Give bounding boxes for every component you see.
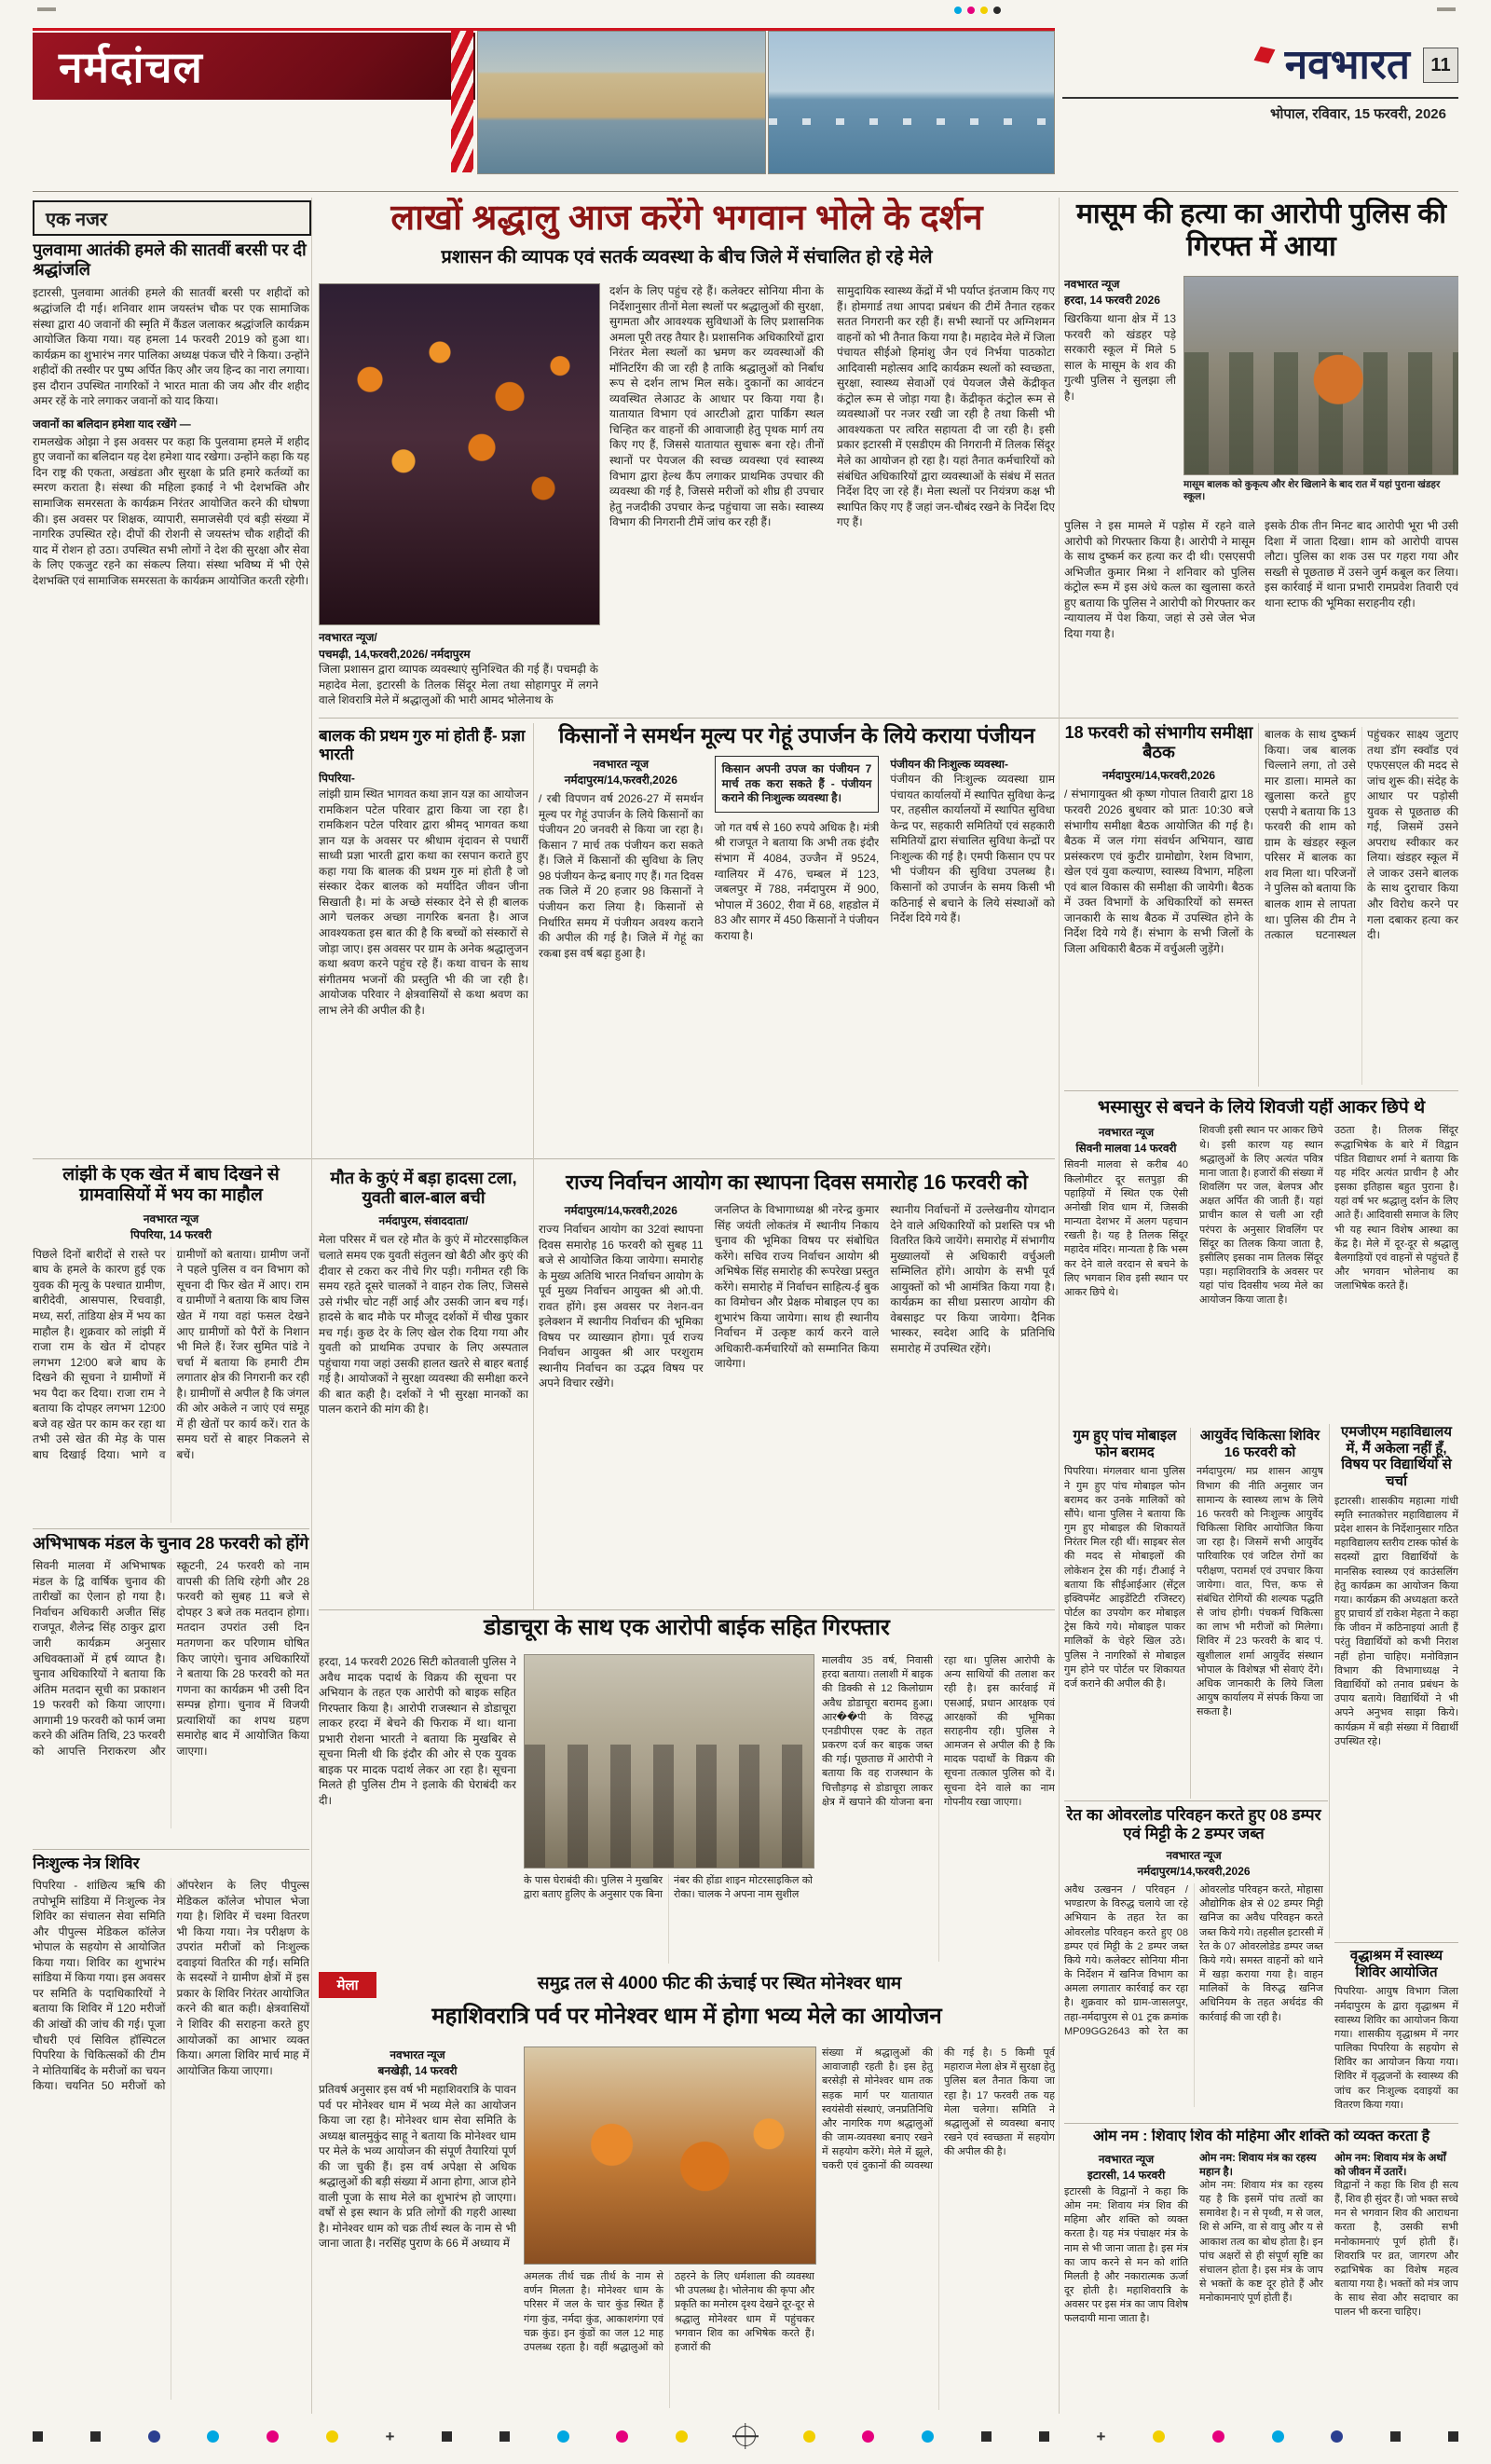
kisan-body2: जो गत वर्ष से 160 रुपये अधिक है। मंत्री श्री राजपूत ने बताया कि अभी तक इंदौर संभाग में 4084, उज्जैन में 9524, ग्वालियर में 476, चम्बल में 123, जबलपुर में 788, नर्मदापुरम में 900, भोपाल में 3602, रीवा में 68, शहडोल में 83 और सागर में 450 किसानों ने पंजीयन कराया है। <box>714 820 880 942</box>
registration-dot-yellow <box>1153 2430 1165 2443</box>
bhasmasur-byline-place: सिवनी मालवा 14 फरवरी <box>1075 1142 1177 1156</box>
registration-dot-yellow <box>326 2430 338 2443</box>
registration-dot-blue <box>148 2430 160 2443</box>
brand-flag-icon <box>1253 47 1275 63</box>
lead-headline: लाखों श्रद्धालु आज करेंगे भगवान भोले के दर्शन <box>390 198 983 238</box>
omnam-byline-agency: नवभारत न्यूज <box>1098 2152 1155 2166</box>
registration-dot-yellow <box>803 2430 815 2443</box>
header-divider <box>33 191 1458 192</box>
registration-dot-cyan <box>557 2430 569 2443</box>
article-mobile <box>1064 1428 1185 1799</box>
row-divider <box>1064 1800 1328 1801</box>
masum-lede <box>1064 276 1176 511</box>
ayurved-body: नर्मदापुरम/ मप्र शासन आयुष विभाग की नीति अनुसार जन सामान्य के स्वास्थ्य लाभ के लिये 16 फरवरी को निःशुल्क आयुर्वेद चिकित्सा शिविर आयोजित किया जा रहा है। जिसमें सभी आयुर्वेद पारिवारिक एवं जटिल रोगों का परीक्षण, परामर्श एवं उपचार किया जायेगा। वात, पित्त, कफ से संबंधित रोगियों की शल्यक पद्धति से जांच होगी। पंचकर्म चिकित्सा का लाभ भी मरीजों को मिलेगा। शिविर में 23 फरवरी के बाद पं. खुशीलाल शर्मा आयुर्वेद संस्थान भोपाल के विशेषज्ञ भी सेवाएं देंगे। अधिक जानकारी के लिये जिला आयुष कार्यालय में संपर्क किया जा सकता है। <box>1197 1466 1323 1718</box>
pragya-headline: बालक की प्रथम गुरु मां होती हैं- प्रज्ञा भारती <box>319 727 526 764</box>
maut-body: मेला परिसर में चल रहे मौत के कुएं में मोटरसाइकिल चलाते समय एक युवती संतुलन खो बैठी और कुएं की दीवार से टकरा कर नीचे गिर पड़ी। गनीमत रही कि समय रहते दूसरे चालकों ने वाहन रोक लिए, जिससे उसे गंभीर चोट नहीं आई और उसकी जान बच गई। हादसे के बाद मौके पर मौजूद दर्शकों में चीख पुकार मच गई। कुछ देर के लिए खेल रोक दिया गया और युवती को प्राथमिक उपचार के लिए अस्पताल पहुंचाया गया जहां उसकी हालत खतरे से बाहर बताई गई है। आयोजकों ने सुरक्षा व्यवस्था की समीक्षा करने की बात कही है। दर्शकों ने भी सुरक्षा मानकों का पालन कराने की मांग की है। <box>319 1233 528 1417</box>
masum-headline: मासूम की हत्या का आरोपी पुलिस की गिरफ्त में आया <box>1075 198 1447 263</box>
registration-square <box>442 2431 452 2442</box>
lead-body1: जिला प्रशासन द्वारा व्यापक व्यवस्थाएं सुनिश्चित की गई हैं। पचमढ़ी के महादेव मेला, इटारसी के तिलक सिंदूर मेला तथा सोहागपुर में लगने वाले शिवरात्रि मेले में श्रद्धालुओं की भारी आमद भोलेनाथ के <box>319 663 598 707</box>
dodachura-headline: डोडाचूरा के साथ एक आरोपी बाईक सहित गिरफ्तार <box>484 1615 890 1640</box>
eknazar-label: एक नजर <box>46 209 108 230</box>
lead-photo <box>319 283 600 625</box>
registration-dot-cyan <box>954 7 962 14</box>
article-vruddha <box>1334 1948 1458 2121</box>
omnam-sub2: ओम नम: शिवाय मंत्र का रहस्य महान है। <box>1199 2152 1317 2178</box>
vruddha-body: पिपरिया- आयुष विभाग जिला नर्मदापुरम के द्वारा वृद्धाश्रम में स्वास्थ्य शिविर का आयोजन किया गया। शासकीय वृद्धाश्रम में नगर पालिका पिपरिया के सहयोग से शिविर का आयोजन किया गया। शिविर में वृद्धजनों के स्वास्थ्य की जांच कर निःशुल्क दवाइयों का वितरण किया गया। <box>1334 1986 1458 2111</box>
omnam-byline-place: इटारसी, 14 फरवरी <box>1087 2168 1166 2182</box>
article-dodachura <box>319 1615 1055 1966</box>
row-divider <box>1334 1942 1458 1943</box>
nirvachan-col1 <box>539 1202 704 1575</box>
masum-byline-place: हरदा, 14 फरवरी 2026 <box>1064 294 1160 307</box>
brand-rule <box>1062 97 1458 99</box>
brand-logo: नवभारत <box>1284 42 1410 88</box>
article-pragya <box>319 727 528 1156</box>
article-abhibhashak <box>33 1534 309 1845</box>
brand-row <box>1072 39 1458 91</box>
kisan-inset-box: किसान अपनी उपज का पंजीयन 7 मार्च तक करा सकते हैं - पंजीयन कराने की निःशुल्क व्यवस्था है। <box>715 756 880 813</box>
pulwama-headline: पुलवामा आतंकी हमले की सातवीं बरसी पर दी श्रद्धांजलि <box>33 240 307 280</box>
moneshwar-lede <box>319 2046 516 2410</box>
kisan-byline-agency: नवभारत न्यूज <box>593 758 650 772</box>
dodachura-body3: मालवीय 35 वर्ष, निवासी हरदा बताया। तलाशी में बाइक की डिक्की से 12 किलोग्राम अवैध डोडाचूरा बरामद हुआ। आर��पी के विरुद्ध एनडीपीएस एक्ट के तहत प्रकरण दर्ज कर बाइक जब्त की गई। पूछताछ में आरोपी ने बताया कि वह राजस्थान के चित्तौड़गढ़ से डोडाचूरा लाकर क्षेत्र में खपाने की योजना बना रहा था। पुलिस आरोपी के अन्य साथियों की तलाश कर रही है। इस कार्रवाई में एसआई, प्रधान आरक्षक एवं आरक्षकों की भूमिका सराहनीय रही। पुलिस ने आमजन से अपील की है कि मादक पदार्थों के विक्रय की सूचना तत्काल पुलिस को दें। सूचना देने वाले का नाम गोपनीय रखा जाएगा। <box>822 1655 1055 1808</box>
row-divider <box>1064 1090 1458 1091</box>
tiger-byline-place: पिपरिया, 14 फरवरी <box>130 1227 212 1241</box>
vruddha-headline: वृद्धाश्रम में स्वास्थ्य शिविर आयोजित <box>1349 1948 1443 1980</box>
kisan-byline-place: नर्मदापुरम/14,फरवरी,2026 <box>564 773 677 787</box>
bhasmasur-headline: भस्मासुर से बचने के लिये शिवजी यहीं आकर छिपे थे <box>1097 1098 1426 1117</box>
section-eknazar <box>33 200 311 236</box>
ret-byline-place: नर्मदापुरम/14,फरवरी,2026 <box>1137 1865 1251 1879</box>
article-tiger <box>33 1165 309 1523</box>
pulwama-subhead: जवानों का बलिदान हमेशा याद रखेंगे — <box>33 417 191 431</box>
article-ayurved <box>1197 1428 1323 1799</box>
moneshwar-body2: अमलक तीर्थ चक्र तीर्थ के नाम से वर्णन मिलता है। मोनेश्वर धाम के परिसर में जल के चार कुंड स्थित हैं गंगा कुंड, नर्मदा कुंड, आकाशगंगा एवं चक्र कुंड। इन कुंडों का जल 12 माह उपलब्ध रहता है। वहीं श्रद्धालुओं को ठहरने के लिए धर्मशाला की व्यवस्था भी उपलब्ध है। भोलेनाथ की कृपा और प्रकृति का मनोरम दृश्य देखने दूर-दूर से श्रद्धालु मोनेश्वर धाम में पहुंचकर भगवान शिव का अभिषेक करते हैं। हजारों की <box>524 2271 814 2353</box>
nirvachan-byline: नर्मदापुरम/14,फरवरी,2026 <box>564 1203 677 1217</box>
omnam-body3: विद्वानों ने कहा कि शिव ही सत्य हैं, शिव ही सुंदर हैं। जो भक्त सच्चे मन से भगवान शिव की आराधना करता है, उसकी सभी मनोकामनाएं पूर्ण होती हैं। शिवरात्रि पर व्रत, जागरण और रुद्राभिषेक का विशेष महत्व बताया गया है। भक्तों को मंत्र जाप के साथ सेवा और सदाचार का पालन भी करना चाहिए। <box>1334 2179 1458 2319</box>
column-divider <box>1059 198 1060 2414</box>
page-dateline: भोपाल, रविवार, 15 फरवरी, 2026 <box>1269 106 1446 122</box>
column-divider <box>533 723 534 1609</box>
pragya-body: लांझी ग्राम स्थित भागवत कथा ज्ञान यज्ञ का आयोजन रामकिशन पटेल परिवार द्वारा किया जा रहा है। रामकिशन पटेल परिवार द्वारा श्रीमद् भागवत कथा ज्ञान यज्ञ के अवसर पर श्रीधाम वृंदावन से पधारीं साध्वी प्रज्ञा भारती द्वारा कथा का रसपान कराते हुए कहा गया कि बालक की प्रथम गुरु मां होती है जो संस्कार देकर बालक को मर्यादित जीवन जीना सिखाती है। मां के अच्छे संस्कार देने से ही बालक आगे चलकर अच्छा नागरिक बनता है। आज आवश्यकता इस बात की है कि बच्चों को संस्कारों से जोड़ा जाए। इस अवसर पर ग्राम के अनेक श्रद्धालुजन कथा श्रवण करने पहुंच रहे हैं। कथा वाचन के साथ संगीतमय भजनों की प्रस्तुति भी की जा रही है। आयोजक परिवार ने क्षेत्रवासियों से कथा श्रवण का लाभ लेने की अपील की है। <box>319 787 528 1017</box>
bhasmasur-byline-agency: नवभारत न्यूज <box>1098 1126 1155 1140</box>
mobile-headline: गुम हुए पांच मोबाइल फोन बरामद <box>1073 1428 1177 1460</box>
ret-headline: रेत का ओवरलोड परिवहन करते हुए 08 डम्पर एवं मिट्टी के 2 डम्पर जब्त <box>1066 1806 1321 1843</box>
tiger-headline: लांझी के एक खेत में बाघ दिखने से ग्रामवासियों में भय का माहौल <box>62 1165 280 1206</box>
article-netra <box>33 1855 309 2412</box>
section-mela <box>319 1972 376 1998</box>
registration-dot-magenta <box>1212 2430 1224 2443</box>
column-divider <box>1190 1428 1191 1799</box>
registration-square <box>1039 2431 1049 2442</box>
abhibhashak-headline: अभिभाषक मंडल के चुनाव 28 फरवरी को होंगे <box>33 1534 309 1553</box>
netra-body: पिपरिया - शांछित्य ऋषि की तपोभूमि सांडिया में निःशुल्क नेत्र शिविर का संचालन सेवा समिति और पीपुल्स मेडिकल कॉलेज भोपाल के सहयोग से आयोजित किया गया। शिविर का शुभारंभ सांडिया में किया गया। इस अवसर पर समिति के पदाधिकारियों ने बताया कि शिविर में 120 मरीजों की आंखों की जांच की गई। पूजा चौधरी एवं सिविल हॉस्पिटल पिपरिया के चिकित्सकों की टीम ने मोतियाबिंद के मरीजों का चयन किया। चयनित 50 मरीजों को ऑपरेशन के लिए पीपुल्स मेडिकल कॉलेज भोपाल भेजा गया है। शिविर में चश्मा वितरण भी किया गया। नेत्र परीक्षण के उपरांत मरीजों को निःशुल्क दवाइयां वितरित की गईं। समिति के सदस्यों ने ग्रामीण क्षेत्रों में इस प्रकार के शिविर निरंतर आयोजित करने की बात कही। क्षेत्रवासियों ने शिविर की सराहना करते हुए आयोजकों का आभार व्यक्त किया। अगला शिविर मार्च माह में आयोजित किया जाएगा। <box>33 1879 309 2093</box>
omnam-body2: ओम नम: शिवाय मंत्र का रहस्य यह है कि इसमें पांच तत्वों का समावेश है। न से पृथ्वी, म से जल, शि से अग्नि, वा से वायु और य से आकाश तत्व का बोध होता है। इन पांच अक्षरों से ही संपूर्ण सृष्टि का संचालन होता है। इस मंत्र के जाप से भक्तों के कष्ट दूर होते हैं और मनोकामनाएं पूर्ण होती हैं। <box>1199 2179 1323 2305</box>
pragya-byline: पिपरिया- <box>319 772 355 786</box>
moneshwar-banner: समुद्र तल से 4000 फीट की ऊंचाई पर स्थित मोनेश्वर धाम <box>537 1974 902 1993</box>
column-divider <box>311 198 312 2414</box>
article-omnam <box>1064 2129 1458 2412</box>
nirvachan-headline: राज्य निर्वाचन आयोग का स्थापना दिवस समारोह 16 फरवरी को <box>566 1170 1028 1194</box>
registration-crosshair <box>735 2426 756 2446</box>
registration-plus: + <box>1096 2427 1106 2445</box>
registration-plus: + <box>385 2427 395 2445</box>
registration-square <box>33 2431 43 2442</box>
registration-strip <box>33 2425 1458 2447</box>
tiger-body: पिछले दिनों बारीदों से रास्ते पर बाघ के हमले के कारण हुई एक युवक की मृत्यु के पश्चात ग्रामीण, बारीदेवी, आसपास, रिचवाड़ी, मध्य, सर्रा, तांडिया क्षेत्र में भय का माहौल है। शुक्रवार को लांझी में राजा राम के खेत में दोपहर लगभग 12ः00 बजे बाघ के दिखने की सूचना ने ग्रामीणों में भय पैदा कर दिया। राजा राम ने बताया कि दोपहर लगभग 12ः00 बजे वह खेत पर काम कर रहा था तभी उसे खेत की मेड़ के पास बाघ दिखाई दिया। भागे व ग्रामीणों को बताया। ग्रामीण जनों ने पहले पुलिस व वन विभाग को सूचना दी फिर खेत में आए। राम व ग्रामीणों ने बताया कि बाघ जिस खेत में गया वहां फसल देखने आए ग्रामीणों को पैरों के निशान भी मिले हैं। रेंजर सुमित पांडे ने चर्चा में बताया कि हमारी टीम लगातार क्षेत्र की निगरानी कर रही है। ग्रामीणों से अपील है कि जंगल की ओर अकेले न जाएं एवं समूह में ही खेतों पर कार्य करें। रात के समय घरों से बाहर निकलने से बचें। <box>33 1247 309 1461</box>
registration-square <box>1448 2431 1458 2442</box>
masum-body-continued: बालक के साथ दुष्कर्म किया। जब बालक चिल्लाने लगा, तो उसे मार डाला। मामले का खुलासा करते हुए एसपी ने बताया कि 13 फरवरी की शाम को ग्राम के खंडहर स्कूल परिसर में बालक का शव मिला था। परिजनों ने पुलिस को बताया कि बालक शाम से लापता था। पुलिस की टीम ने तत्काल घटनास्थल पहुंचकर साक्ष्य जुटाए तथा डॉग स्क्वॉड एवं एफएसएल की मदद से जांच शुरू की। संदेह के आधार पर पड़ोसी युवक से पूछताछ की गई, जिसमें उसने अपराध स्वीकार कर लिया। खंडहर स्कूल में ले जाकर उसने बालक के साथ दुराचार किया और विरोध करने पर गला दबाकर हत्या कर दी। <box>1265 728 1458 942</box>
pulwama-body2: रामलखेक ओझा ने इस अवसर पर कहा कि पुलवामा हमले में शहीद हुए जवानों का बलिदान यह देश हमेशा याद रखेगा। उन्होंने कहा कि यह दिन राष्ट्र की एकता, अखंडता और सुरक्षा के प्रति हमारे कर्तव्यों का स्मरण कराता है। संस्था की महिला इकाई ने भी देशभक्ति और सामाजिक समरसता के कार्यक्रम निरंतर आयोजित करने की घोषणा की। इस अवसर पर शिक्षक, व्यापारी, समाजसेवी एवं बड़ी संख्या में नागरिक उपस्थित रहे। दीपों की रोशनी से जयस्तंभ चौक शहीदों की याद में रोशन हो उठा। उपस्थित सभी लोगों ने देश की सुरक्षा और सेवा के लिए एकजुट रहने का संकल्प लिया। संस्था भविष्य में भी ऐसे देशभक्ति एवं सामाजिक समरसता के कार्यक्रम आयोजित करती रहेगी। <box>33 434 309 587</box>
header-photo-ghat <box>477 31 766 174</box>
masthead-title: नर्मदांचल <box>59 43 203 91</box>
article-maut <box>319 1169 528 1608</box>
kisan-col3-head: पंजीयन की निःशुल्क व्यवस्था- <box>890 758 1009 772</box>
registration-square <box>1390 2431 1401 2442</box>
lead-body2: दर्शन के लिए पहुंच रहे हैं। कलेक्टर सोनिया मीना के निर्देशानुसार तीनों मेला स्थलों पर श्रद्धालुओं की सुरक्षा, सुगमता और आवश्यक सुविधाओं के लिए प्रशासनिक अमला पूरी तरह तैयार है। प्रशासनिक अधिकारियों द्वारा निरंतर मेला स्थलों का भ्रमण कर व्यवस्थाओं की मॉनिटरिंग की जा रही है ताकि श्रद्धालुओं को निर्बाध रूप से दर्शन लाभ मिल सके। दुकानों का आवंटन व्यवस्थित लेआउट के आधार पर किया गया है। यातायात विभाग एवं आरटीओ द्वारा पार्किंग स्थल चिन्हित कर वाहनों की आवाजाही हेतु पृथक मार्ग तय किए गए हैं, जिससे यातायात सुचारू बना रहे। तीनों स्थानों पर पेयजल की स्वच्छ व्यवस्था एवं स्वास्थ्य विभाग द्वारा हेल्थ कैंप लगाकर प्राथमिक उपचार की व्यवस्था की गई है, जिससे मरीजों को शीघ्र ही उपचार हेतु नजदीकी उपचार केन्द्र पहुंचाया जा सके। स्वास्थ्य विभाग की निगरानी टीमें जांच कर रही हैं। <box>609 284 824 529</box>
moneshwar-headline: महाशिवरात्रि पर्व पर मोनेश्वर धाम में होगा भव्य मेले का आयोजन <box>431 2004 942 2029</box>
dodachura-body1: हरदा, 14 फरवरी 2026 सिटी कोतवाली पुलिस ने अवैध मादक पदार्थ के विक्रय की सूचना पर अभियान के तहत एक आरोपी को बाइक सहित गिरफ्तार किया है। आरोपी राजस्थान से डोडाचूरा लाकर हरदा में बेचने की फिराक में था। थाना प्रभारी रोशना भारती ने बताया कि मुखबिर से सूचना मिली थी कि इंदौर की ओर से एक युवक बाइक पर मादक पदार्थ लेकर आ रहा है। सूचना मिलते ही पुलिस टीम ने इलाके की घेराबंदी कर दी। <box>319 1655 516 1807</box>
registration-dot-yellow <box>980 7 988 14</box>
bhasmasur-col1 <box>1064 1124 1188 1403</box>
column-divider <box>1258 723 1259 1087</box>
article-ret <box>1064 1806 1323 2121</box>
registration-square <box>90 2431 101 2442</box>
masum-photo-caption: मासूम बालक को कुकृत्य और शेर खिलाने के बाद रात में यहां पुराना खंडहर स्कूल। <box>1183 479 1441 503</box>
kisan-headline: किसानों ने समर्थन मूल्य पर गेहूं उपार्जन के लिये कराया पंजीयन <box>558 723 1035 747</box>
nirvachan-body1: राज्य निर्वाचन आयोग का 32वां स्थापना दिवस समारोह 16 फरवरी को सुबह 11 बजे से आयोजित किया जायेगा। समारोह के मुख्य अतिथि भारत निर्वाचन आयोग के पूर्व मुख्य निर्वाचन आयुक्त श्री ओ.पी. रावत होंगे। इस अवसर पर नेशन-वन इलेक्शन में स्थानीय निर्वाचन की भूमिका विषय पर व्याख्यान होगा। पूर्व राज्य निर्वाचन आयुक्त श्री आर परशुराम स्थानीय निर्वाचन का उद्भव विषय पर अपने विचार रखेंगे। <box>539 1222 704 1390</box>
nirvachan-body2: जनलिप्त के विभागाध्यक्ष श्री नरेन्द्र कुमार सिंह जयंती लोकतंत्र में स्थानीय निकाय चुनाव की भूमिका विषय पर संबोधित करेंगे। सचिव राज्य निर्वाचन आयोग श्री अभिषेक सिंह समारोह की रूपरेखा प्रस्तुत करेंगे। समारोह में निर्वाचन साहित्य-ई बुक का विमोचन और प्रेक्षक मोबाइल एप का शुभारंभ किया जायेगा। साथ ही स्थानीय निर्वाचन में उत्कृष्ट कार्य करने वाले अधिकारी-कर्मचारियों को सम्मानित किया जायेगा। <box>714 1202 880 1371</box>
pulwama-body1: इटारसी, पुलवामा आतंकी हमले की सातवीं बरसी पर शहीदों को श्रद्धांजलि दी गई। शनिवार शाम जयस्तंभ चौक पर एक सामाजिक संस्था द्वारा 40 जवानों की स्मृति में कैंडल जलाकर श्रद्धांजलि कार्यक्रम आयोजित किया गया। यह हमला 14 फरवरी 2019 को हुआ था। कार्यक्रम का शुभारंभ नगर पालिका अध्यक्ष पंकज चौरे ने किया। उन्होंने शहीदों की तस्वीर पर पुष्प अर्पित किए और जय हिन्द का नारा लगाया। इस दौरान उपस्थित नागरिकों ने भारत माता की जय और वीर शहीद अमर रहें के नारे लगाकर जवानों को याद किया। <box>33 286 309 408</box>
row-divider <box>33 1528 309 1529</box>
page-number-box: 11 <box>1423 48 1458 83</box>
sambhagiya-body: / संभागायुक्त श्री कृष्ण गोपाल तिवारी द्वारा 18 फरवरी 2026 बुधवार को प्रातः 10:30 बजे संभागीय समीक्षा बैठक आयोजित की गई है। बैठक में जल गंगा संवर्धन अभियान, खाद्य प्रसंस्करण एवं कुटीर ग्रामोद्योग, रेशम विभाग, खेल एवं युवा कल्याण, स्वास्थ्य विभाग, महिला एवं बाल विकास की समीक्षा की जायेगी। बैठक में उक्त विभागों के अधिकारियों को समस्त जानकारी के साथ बैठक में उपस्थित होने के निर्देश दिये गये हैं। संभाग के सभी जिलों के जिला अधिकारी बैठक में वर्चुअली जुड़ेंगे। <box>1064 787 1253 955</box>
registration-dot-yellow <box>676 2430 688 2443</box>
mgm-headline: एमजीएम महाविद्यालय में, मैं अकेला नहीं हूँ, विषय पर विद्यार्थियों से चर्चा <box>1341 1424 1452 1490</box>
article-masum <box>1064 198 1458 716</box>
registration-dot-cyan <box>922 2430 934 2443</box>
mgm-body: इटारसी। शासकीय महात्मा गांधी स्मृति स्नातकोत्तर महाविद्यालय में प्रदेश शासन के निर्देशानुसार गठित महाविद्यालय स्तरीय टास्क फोर्स के सदस्यों द्वारा विद्यार्थियों के मानसिक स्वास्थ्य एवं काउंसलिंग हेतु कार्यक्रम का आयोजन किया गया। कार्यक्रम की अध्यक्षता करते हुए प्राचार्य डॉ राकेश मेहता ने कहा कि जीवन में कठिनाइयां आती हैं परंतु विद्यार्थियों को कभी निराश नहीं होना चाहिए। मनोविज्ञान विभाग की विभागाध्यक्ष ने विद्यार्थियों को तनाव प्रबंधन के उपाय बताये। विद्यार्थियों ने भी अपने अनुभव साझा किये। कार्यक्रम में बड़ी संख्या में विद्यार्थी उपस्थित रहे। <box>1334 1495 1458 1747</box>
lead-byline <box>319 629 598 662</box>
article-kisan <box>539 723 1055 1156</box>
header-photo-boats <box>768 31 1055 174</box>
omnam-col1 <box>1064 2151 1188 2395</box>
nirvachan-body3: स्थानीय निर्वाचनों में उल्लेखनीय योगदान देने वाले अधिकारियों को प्रशस्ति पत्र भी वितरित किये जायेंगे। समारोह में संभागीय मुख्यालयों से अधिकारी वर्चुअली सम्मिलित होंगे। आयोग के सभी पूर्व आयुक्तों को भी आमंत्रित किया गया है। कार्यक्रम का सीधा प्रसारण आयोग की वेबसाइट पर किया जायेगा। दैनिक भास्कर, स्वदेश आदि के प्रतिनिधि समारोह में उपस्थित रहेंगे। <box>890 1202 1055 1355</box>
masum-body3: इसके ठीक तीन मिनट बाद आरोपी भूरा भी उसी दिशा में जाता दिखा। शाम को आरोपी वापस लौटा। पुलिस का शक उस पर गहरा गया और सख्ती से पूछताछ में उसने जुर्म कबूल कर लिया। इस कार्रवाई में थाना प्रभारी रामप्रवेश तिवारी एवं थाना स्टाफ की भूमिका सराहनीय रही। <box>1265 519 1458 609</box>
kisan-body1: / रबी विपणन वर्ष 2026-27 में समर्थन मूल्य पर गेहूं उपार्जन के लिये किसानों का पंजीयन 20 जनवरी से किया जा रहा है। किसान 7 मार्च तक पंजीयन करा सकते हैं। जिले में किसानों की सुविधा के लिए 98 पंजीयन केन्द्र बनाए गए हैं। गत दिवस तक जिले में 20 हजार 98 किसानों ने पंजीयन करा लिया है। किसानों से निर्धारित समय में पंजीयन अवश्य कराने की अपील की गई है। जिले में गेहूं का रकबा इस वर्ष बढ़ा हुआ है। <box>539 792 704 960</box>
kisan-body3: पंजीयन की निःशुल्क व्यवस्था ग्राम पंचायत कार्यालयों में स्थापित सुविधा केन्द्र पर, तहसील कार्यालयों में स्थापित सुविधा केन्द्र पर, सहकारी समितियों एवं सहकारी समितियों द्वारा संचालित सुविधा केन्द्रों पर निःशुल्क की गई है। एमपी किसान एप पर भी पंजीयन की सुविधा उपलब्ध है। किसानों को उपार्जन के समय किसी भी कठिनाई से बचाने के लिये संस्थाओं को निर्देश दिये गये हैं। <box>890 773 1055 925</box>
maut-byline: नर्मदापुरम, संवाददाता/ <box>378 1214 469 1228</box>
tiger-byline-agency: नवभारत न्यूज <box>143 1211 199 1225</box>
sambhagiya-byline: नर्मदापुरम/14,फरवरी,2026 <box>1101 769 1216 783</box>
netra-headline: निःशुल्क नेत्र शिविर <box>33 1855 140 1872</box>
omnam-col2 <box>1199 2151 1323 2395</box>
masum-photo <box>1183 276 1458 475</box>
masum-byline-agency: नवभारत न्यूज <box>1064 278 1120 291</box>
row-divider <box>33 1158 1055 1159</box>
row-divider <box>33 1849 309 1850</box>
masum-body2: पुलिस ने इस मामले में पड़ोस में रहने वाले आरोपी को गिरफ्तार किया है। आरोपी ने मासूम के साथ दुष्कर्म कर हत्या कर दी थी। एसएसपी अभिजीत कुमार मिश्रा ने शनिवार को पुलिस कंट्रोल रूम में इस अंधे कत्ल का खुलासा करते हुए बताया कि पुलिस ने आरोपी को गिरफ्तार कर न्यायालय में पेश किया, जहां से उसे जेल भेज दिया गया है। <box>1064 519 1255 640</box>
bhasmasur-body1: सिवनी मालवा से करीब 40 किलोमीटर दूर सतपुड़ा की पहाड़ियों में स्थित एक ऐसी अनोखी शिव धाम में, जिसकी मान्यता देशभर में अलग पहचान रखती है। यह है तिलक सिंदूर महादेव मंदिर। मान्यता है कि भस्म कर देने वाले वरदान से बचने के लिए भगवान शिव इसी स्थान पर आकर छिपे थे। <box>1064 1159 1188 1298</box>
registration-mark <box>1437 7 1456 11</box>
sambhagiya-headline: 18 फरवरी को संभागीय समीक्षा बैठक <box>1064 723 1253 762</box>
registration-dot-magenta <box>862 2430 874 2443</box>
dodachura-photo <box>524 1654 814 1869</box>
registration-dot-magenta <box>967 7 975 14</box>
kisan-col1 <box>539 756 704 1138</box>
registration-dot-cyan <box>207 2430 219 2443</box>
ret-byline-agency: नवभारत न्यूज <box>1166 1849 1222 1863</box>
dodachura-body2: के पास घेराबंदी की। पुलिस ने मुखबिर द्वारा बताए हुलिए के अनुसार एक बिना नंबर की होंडा शाइन मोटरसाइकिल को रोका। चालक ने अपना नाम सुशील <box>524 1875 813 1901</box>
masthead <box>33 33 475 100</box>
kisan-col3 <box>890 756 1055 1138</box>
moneshwar-byline-agency: नवभारत न्यूज <box>390 2048 445 2061</box>
moneshwar-photo <box>524 2046 816 2265</box>
omnam-col3 <box>1334 2151 1458 2395</box>
ret-body: अवैध उत्खनन / परिवहन / भण्डारण के विरुद्ध चलाये जा रहे अभियान के तहत रेत का ओवरलोड परिवहन करते हुए 08 डम्पर एवं मिट्टी के 2 डम्पर जब्त किये गये। कलेक्टर सोनिया मीना के निर्देशन में खनिज विभाग का अमला लगातार कार्रवाई कर रहा है। शुक्रवार को ग्राम-जासलपुर, तहा-नर्मदापुरम से 01 ट्रक क्रमांक MP09GG2643 को रेत का ओवरलोड परिवहन करते, मोहासा औद्योगिक क्षेत्र से 02 डम्पर मिट्टी खनिज का अवैध परिवहन करते जब्त किये गये। तहसील इटारसी में रेत के 07 ओवरलोडेड डम्पर जब्त किये गये। समस्त वाहनों को थाने में खड़ा कराया गया है। वाहन मालिकों के विरुद्ध खनिज अधिनियम के तहत अर्थदंड की कार्रवाई की जा रही है। <box>1064 1884 1323 2037</box>
omnam-headline: ओम नम : शिवाए शिव की महिमा और शक्ति को व्यक्त करता है <box>1092 2129 1430 2144</box>
moneshwar-byline-place: बनखेड़ी, 14 फरवरी <box>377 2064 458 2077</box>
article-bhasmasur <box>1064 1098 1458 1420</box>
omnam-sub3: ओम नम: शिवाय मंत्र के अर्थों को जीवन में उतारें। <box>1334 2152 1446 2178</box>
masum-body1: खिरकिया थाना क्षेत्र में 13 फरवरी को खंडहर पड़े सरकारी स्कूल में मिले 5 साल के मासूम के शव की गुत्थी पुलिस ने सुलझा ली है। <box>1064 312 1176 403</box>
moneshwar-body3: संख्या में श्रद्धालुओं की आवाजाही रहती है। इस हेतु बरसेड़ी से मोनेश्वर धाम तक सड़क मार्ग पर यातायात स्वयंसेवी संस्थाएं, जनप्रतिनिधि और नागरिक गण श्रद्धालुओं की जाम-व्यवस्था बनाए रखने में सहयोग करेंगे। मेले में झूले, चकरी एवं दुकानों की व्यवस्था की गई है। 5 किमी पूर्व महाराज मेला क्षेत्र में सुरक्षा हेतु पुलिस बल तैनात किया जा रहा है। 17 फरवरी तक यह मेला चलेगा। समिति ने श्रद्धालुओं से व्यवस्था बनाए रखने एवं स्वच्छता में सहयोग की अपील की है। <box>822 2047 1055 2172</box>
article-lead <box>319 198 1055 716</box>
article-nirvachan <box>539 1170 1055 1607</box>
bhasmasur-body2: शिवजी इसी स्थान पर आकर छिपे थे। इसी कारण यह स्थान श्रद्धालुओं के लिए अत्यंत पवित्र माना जाता है। हजारों की संख्या में शिवलिंग पर जल, बेलपत्र और अक्षत अर्पित की जाती हैं। यहां प्राचीन काल से चली आ रही परंपरा के अनुसार शिवलिंग पर सिंदूर का तिलक किया जाता है, इसीलिए इसका नाम तिलक सिंदूर पड़ा। महाशिवरात्रि के अवसर पर यहां पांच दिवसीय भव्य मेले का आयोजन किया जाता है। <box>1199 1125 1323 1307</box>
bhasmasur-body3: उठता है। तिलक सिंदूर रूद्धाभिषेक के बारे में विद्वान पंडित विद्याधर शर्मा ने बताया कि यह मंदिर अत्यंत प्राचीन है और इसका इतिहास बहुत पुराना है। यहां वर्ष भर श्रद्धालु दर्शन के लिए आते हैं। आदिवासी समाज के लिए भी यह स्थान विशेष आस्था का केंद्र है। मेले में दूर-दूर से श्रद्धालु बैलगाड़ियों एवं वाहनों से पहुंचते हैं और भगवान भोलेनाथ का जलाभिषेक करते हैं। <box>1334 1125 1458 1293</box>
lead-body3: सामुदायिक स्वास्थ्य केंद्रों में भी पर्याप्त इंतजाम किए गए हैं। होमगार्ड तथा आपदा प्रबंधन की टीमें तैनात रहकर सतत निगरानी कर रही हैं। सभी स्थानों पर अग्निशमन वाहनों को भी तैनात किया गया है। महादेव मेले में जिला पंचायत सीईओ हिमांशु जैन एवं निर्भया पाठकोटा आदिवासी महोत्सव आदि कार्यक्रम स्थलों को स्वच्छता, सुरक्षा, स्वास्थ्य सेवाओं एवं पेयजल जैसे केंद्रीकृत कंट्रोल रूम से जोड़ा गया है। केंद्रीकृत कंट्रोल रूम से व्यवस्थाओं पर नजर रखी जा रही है तथा किसी भी आवश्यकता पर त्वरित सहायता दी जा रही है। इसी प्रकार इटारसी में एसडीएम की निगरानी में तिलक सिंदूर मेले का आयोजन हो रहा है। यहां तैनात कर्मचारियों को संबंधित अधिकारियों द्वारा व्यवस्थाओं के संबंध में सतत निर्देश दिए जा रहे हैं। मेला स्थलों पर नियंत्रण कक्ष भी स्थापित किए गए हैं जहां जन-चौबंद रखने के निर्देश दिए गए हैं। <box>837 284 1055 529</box>
article-sambhagiya <box>1064 723 1253 1085</box>
mobile-body: पिपरिया। मंगलवार थाना पुलिस ने गुम हुए पांच मोबाइल फोन बरामद कर उनके मालिकों को सौंपे। थाना पुलिस ने बताया कि गुम हुए मोबाइल की शिकायतें निरंतर मिल रही थीं। साइबर सेल की मदद से मोबाइलों की लोकेशन ट्रेस की गई। टीआई ने बताया कि सीईआईआर (सेंट्रल इक्विपमेंट आइडेंटिटी रजिस्टर) पोर्टल का उपयोग कर मोबाइल ट्रेस किये गये। मोबाइल पाकर मालिकों के चेहरे खिल उठे। पुलिस ने नागरिकों से मोबाइल गुम होने पर पोर्टल पर शिकायत दर्ज कराने की अपील की है। <box>1064 1466 1185 1690</box>
omnam-body1: इटारसी के विद्वानों ने कहा कि ओम नम: शिवाय मंत्र शिव की महिमा और शक्ति को व्यक्त करता है। यह मंत्र पंचाक्षर मंत्र के नाम से भी जाना जाता है। इस मंत्र का जाप करने से मन को शांति मिलती है और नकारात्मक ऊर्जा दूर होती है। महाशिवरात्रि के अवसर पर इस मंत्र का जाप विशेष फलदायी माना जाता है। <box>1064 2185 1188 2325</box>
moneshwar-body1: प्रतिवर्ष अनुसार इस वर्ष भी महाशिवरात्रि के पावन पर्व पर मोनेश्वर धाम में भव्य मेले का आयोजन किया जा रहा है। मोनेश्वर धाम सेवा समिति के अध्यक्ष बालमुकुंद साहू ने बताया कि मोनेश्वर धाम पर मेले के भव्य आयोजन की संपूर्ण तैयारियां पूर्ण की जा चुकी हैं। इस वर्ष अपेक्षा से अधिक श्रद्धालुओं की बड़ी संख्या में आना होगा, आज होने वाली पूजा के साथ मेले का शुभारंभ हो जाएगा। वर्षों से इस स्थान के प्रति लोगों की गहरी आस्था है। मोनेश्वर धाम को चक्र तीर्थ स्थल के नाम से भी जाना जाता है। नरसिंह पुराण के 66 में अध्याय में <box>319 2083 516 2251</box>
registration-dot-blue <box>1331 2430 1343 2443</box>
lead-byline-agency: नवभारत न्यूज/ <box>319 631 377 644</box>
lead-byline-place: पचमढ़ी, 14,फरवरी,2026/ नर्मदापुरम <box>319 648 471 661</box>
article-mgm <box>1334 1424 1458 1938</box>
article-moneshwar <box>319 2039 1055 2414</box>
registration-mark <box>37 7 56 11</box>
masthead-ribbon <box>451 31 473 172</box>
registration-dot-magenta <box>616 2430 628 2443</box>
mela-label: मेला <box>336 1978 359 1993</box>
row-divider <box>319 718 1458 719</box>
ayurved-headline: आयुर्वेद चिकित्सा शिविर 16 फरवरी को <box>1199 1428 1320 1460</box>
registration-dot-magenta <box>267 2430 279 2443</box>
abhibhashak-body: सिवनी मालवा में अभिभाषक मंडल के द्वि वार्षिक चुनाव की तारीखों का ऐलान हो गया है। निर्वाचन अधिकारी अजीत सिंह राजपूत, शैलेन्द्र सिंह ठाकुर द्वारा जारी कार्यक्रम अनुसार अधिवक्ताओं में हर्ष व्याप्त है। चुनाव अधिकारियों ने बताया कि अंतिम मतदान सूची का प्रकाशन 19 फरवरी को किया जाएगा। आगामी 19 फरवरी को फार्म जमा करने की अंतिम तिथि, 23 फरवरी को आपत्ति निराकरण और स्क्रूटनी, 24 फरवरी को नाम वापसी की तिथि रहेगी और 28 फरवरी को सुबह 11 बजे से दोपहर 3 बजे तक मतदान होगा। मतदान उपरांत उसी दिन मतगणना कर परिणाम घोषित किए जाएंगे। चुनाव अधिकारियों ने बताया कि 28 फरवरी को मत गणना का कार्यक्रम भी उसी दिन सम्पन्न होगा। चुनाव में विजयी प्रत्याशियों का शपथ ग्रहण समारोह बाद में आयोजित किया जाएगा। <box>33 1559 309 1758</box>
registration-square <box>499 2431 510 2442</box>
article-pulwama <box>33 240 309 1156</box>
maut-headline: मौत के कुएं में बड़ा हादसा टला, युवती बाल-बाल बची <box>330 1169 517 1208</box>
registration-dot-black <box>993 7 1001 14</box>
column-divider <box>1329 1424 1330 1938</box>
row-divider <box>1064 2123 1458 2124</box>
row-divider <box>319 1609 1055 1610</box>
registration-dot-cyan <box>1272 2430 1284 2443</box>
kisan-col2 <box>715 756 880 1138</box>
registration-square <box>981 2431 992 2442</box>
lead-subhead: प्रशासन की व्यापक एवं सतर्क व्यवस्था के बीच जिले में संचालित हो रहे मेले <box>441 246 933 267</box>
